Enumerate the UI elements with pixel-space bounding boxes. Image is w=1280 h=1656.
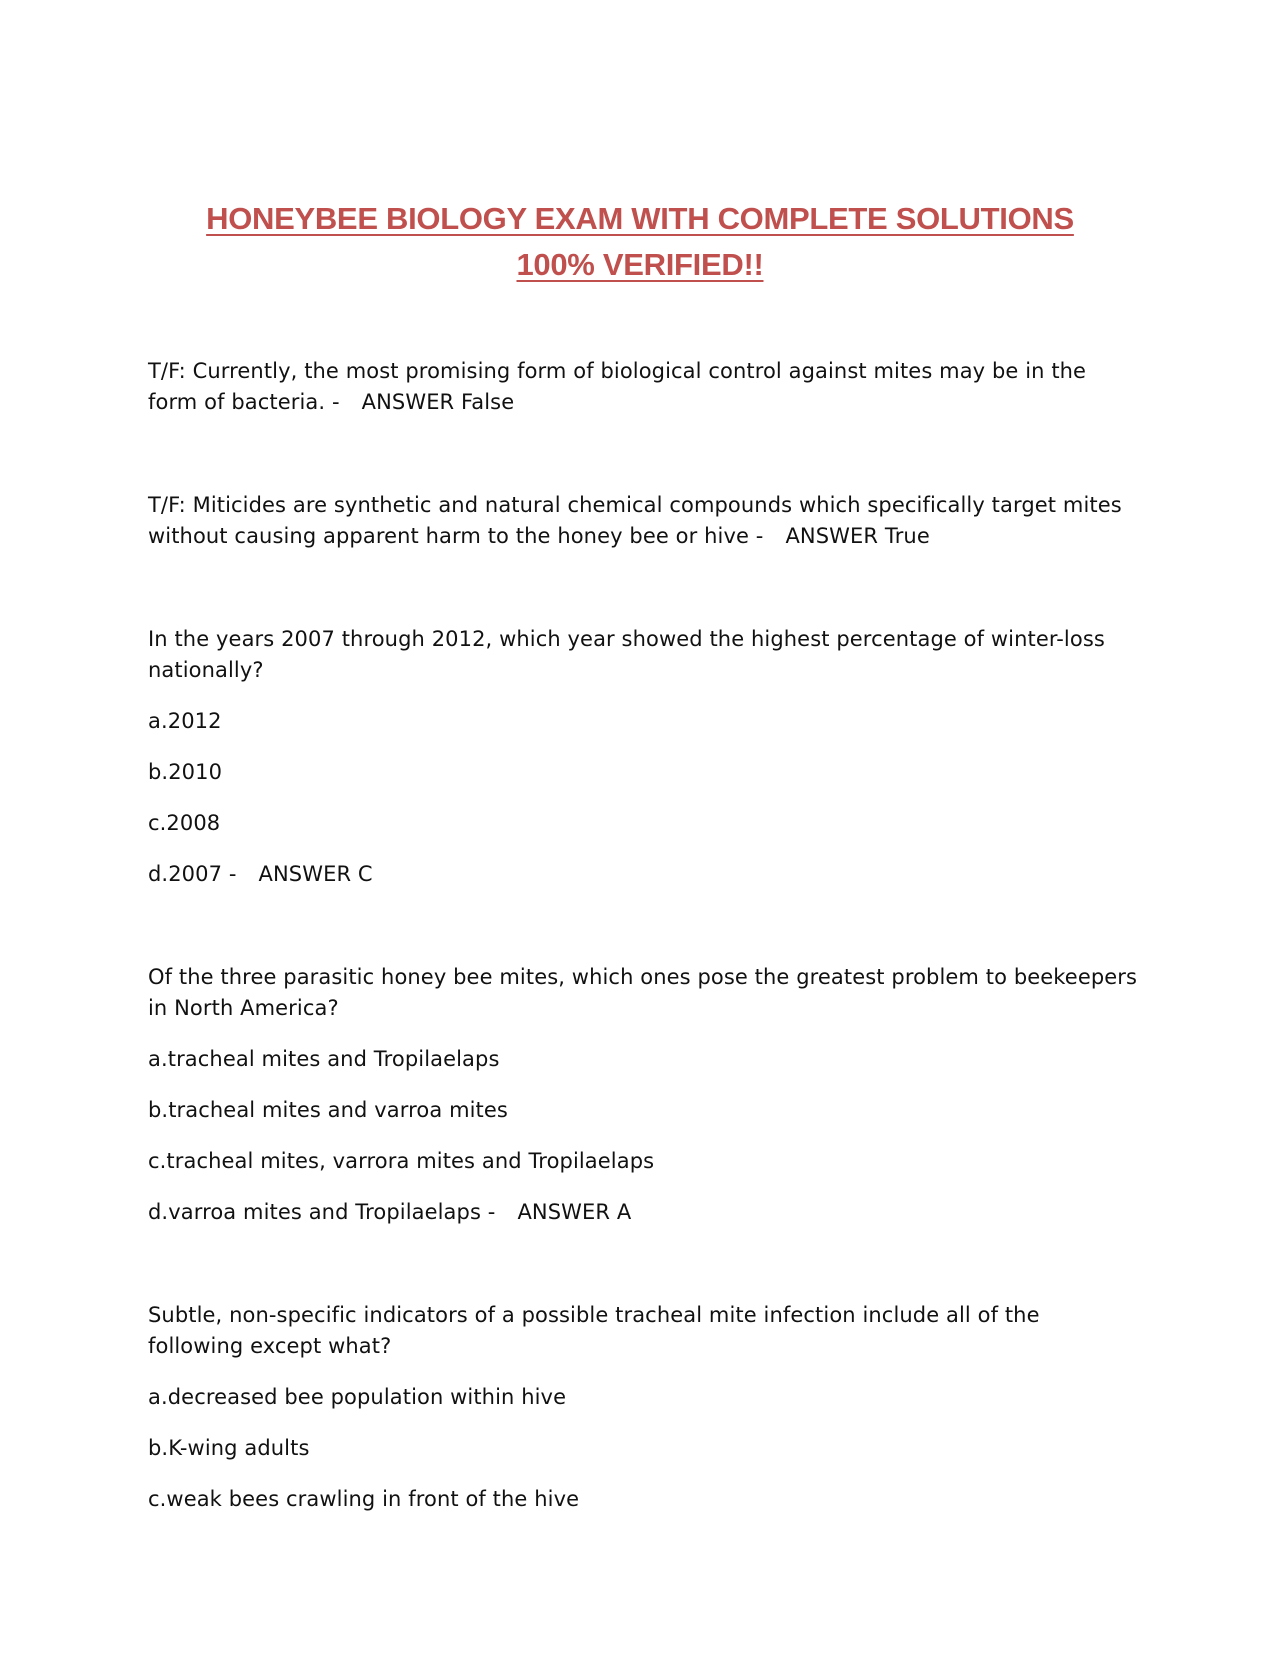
- option-c: c.2008: [148, 811, 221, 835]
- option-a: a.2012: [148, 709, 222, 733]
- question-prompt: In the years 2007 through 2012, which year showed the highest percentage of winter-loss nationally?: [148, 627, 1105, 682]
- question-5: [148, 1300, 1138, 1515]
- question-1: [148, 356, 1138, 418]
- question-2: [148, 490, 1138, 552]
- question-3: [148, 624, 1138, 890]
- answer-text: ANSWER C: [258, 862, 373, 886]
- title-line-2: 100% VERIFIED!!: [516, 247, 764, 282]
- question-prompt: Of the three parasitic honey bee mites, which ones pose the greatest problem to beekeepers in North America?: [148, 965, 1138, 1020]
- answer-text: ANSWER A: [517, 1200, 632, 1224]
- question-prompt: Subtle, non-specific indicators of a possible tracheal mite infection include all of the following except what?: [148, 1303, 1040, 1358]
- option-b: b.tracheal mites and varroa mites: [148, 1098, 508, 1122]
- option-c: c.tracheal mites, varrora mites and Tropilaelaps: [148, 1149, 655, 1173]
- option-d: [148, 1197, 1138, 1228]
- option-d-text: d.2007 -: [148, 862, 237, 886]
- question-prompt: T/F: Miticides are synthetic and natural chemical compounds which specifically target mites without causing apparent harm to the honey bee or hive -: [148, 493, 1122, 548]
- option-a: a.tracheal mites and Tropilaelaps: [148, 1047, 500, 1071]
- title-line-1: HONEYBEE BIOLOGY EXAM WITH COMPLETE SOLUTIONS: [206, 201, 1074, 236]
- document-title: [0, 196, 1280, 288]
- question-4: [148, 962, 1138, 1228]
- option-b: b.K-wing adults: [148, 1436, 310, 1460]
- option-b: b.2010: [148, 760, 223, 784]
- option-c: c.weak bees crawling in front of the hive: [148, 1487, 580, 1511]
- question-text: [148, 490, 1138, 552]
- option-d: [148, 859, 1138, 890]
- question-list: [148, 356, 1138, 1515]
- option-a: a.decreased bee population within hive: [148, 1385, 567, 1409]
- question-prompt: T/F: Currently, the most promising form of biological control against mites may be in the form of bacteria. -: [148, 359, 1087, 414]
- answer-text: ANSWER False: [361, 390, 515, 414]
- option-d-text: d.varroa mites and Tropilaelaps -: [148, 1200, 496, 1224]
- answer-text: ANSWER True: [785, 524, 930, 548]
- question-text: [148, 356, 1138, 418]
